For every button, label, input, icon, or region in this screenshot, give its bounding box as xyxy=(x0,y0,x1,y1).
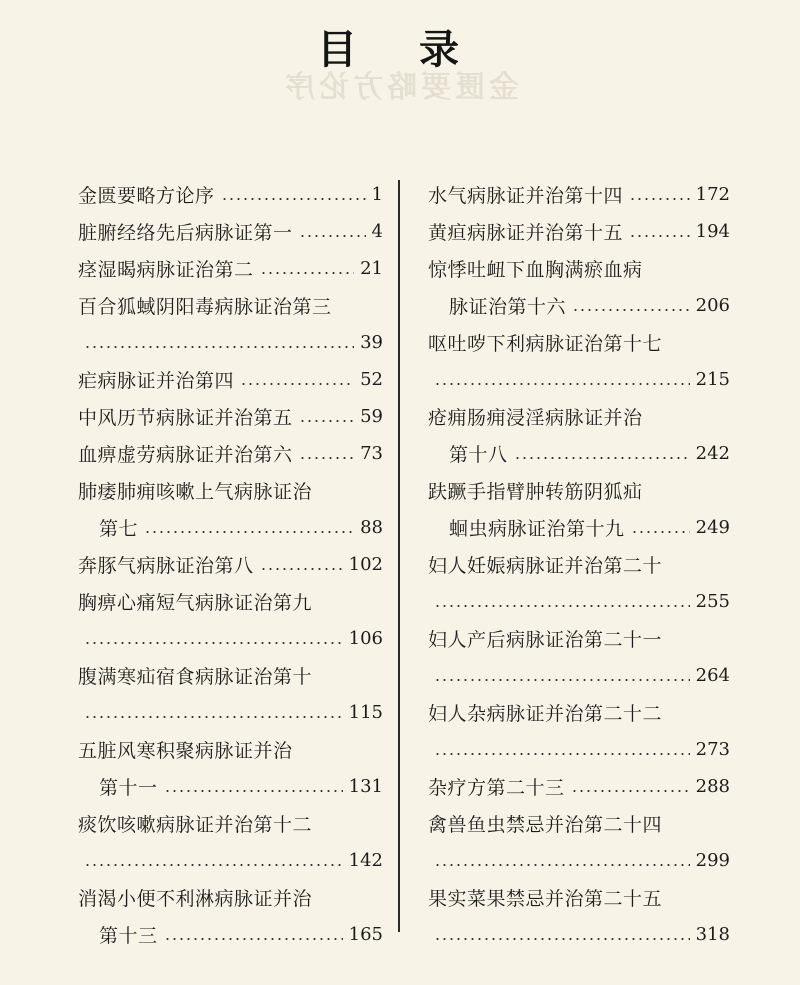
bleed-through-text: 金匮要略方论序 xyxy=(281,70,519,105)
toc-dot-leader xyxy=(571,790,690,792)
toc-page-number: 288 xyxy=(695,776,730,797)
toc-entry-title: 果实菜果禁忌并治第二十五 xyxy=(428,888,663,910)
toc-entry[interactable] xyxy=(78,768,383,805)
toc-dot-leader xyxy=(299,457,355,459)
toc-entry[interactable] xyxy=(78,250,383,287)
toc-page-number: 59 xyxy=(360,406,383,427)
toc-entry-title: 奔豚气病脉证治第八 xyxy=(78,555,254,577)
toc-dot-leader xyxy=(572,309,690,311)
toc-entry-title: 妇人妊娠病脉证并治第二十 xyxy=(428,555,663,577)
toc-right-column xyxy=(428,176,730,953)
toc-dot-leader xyxy=(84,642,343,644)
toc-entry[interactable] xyxy=(78,509,383,546)
toc-dot-leader xyxy=(84,346,354,348)
toc-entry-title: 腹满寒疝宿食病脉证治第十 xyxy=(78,666,313,688)
toc-page-number: 102 xyxy=(348,554,383,575)
toc-entry[interactable] xyxy=(428,509,730,546)
toc-entry-title: 呕吐哕下利病脉证治第十七 xyxy=(428,333,663,355)
toc-dot-leader xyxy=(434,753,690,755)
toc-entry-title: 血痹虚劳病脉证并治第六 xyxy=(78,444,293,466)
toc-page-number: 115 xyxy=(348,702,383,723)
toc-entry[interactable] xyxy=(428,287,730,324)
toc-entry-title: 痰饮咳嗽病脉证并治第十二 xyxy=(78,814,313,836)
toc-entry[interactable] xyxy=(428,176,730,213)
toc-entry-title: 第十三 xyxy=(99,925,158,947)
toc-entry[interactable] xyxy=(78,435,383,472)
toc-entry-title: 疮痈肠痈浸淫病脉证并治 xyxy=(428,407,643,429)
toc-page-number: 52 xyxy=(360,369,383,390)
toc-entry[interactable] xyxy=(428,361,730,398)
toc-entry[interactable] xyxy=(78,620,383,657)
toc-entry[interactable] xyxy=(428,583,730,620)
toc-entry-title: 脉证治第十六 xyxy=(449,296,567,318)
toc-entry[interactable] xyxy=(428,805,730,842)
toc-entry-title: 妇人杂病脉证并治第二十二 xyxy=(428,703,663,725)
toc-entry[interactable] xyxy=(428,324,730,361)
toc-page-number: 194 xyxy=(695,221,730,242)
toc-page-number: 206 xyxy=(695,295,730,316)
toc-entry[interactable] xyxy=(78,324,383,361)
toc-dot-leader xyxy=(631,531,690,533)
toc-dot-leader xyxy=(144,531,354,533)
toc-entry[interactable] xyxy=(428,398,730,435)
toc-page-number: 273 xyxy=(695,739,730,760)
toc-page-number: 165 xyxy=(348,924,383,945)
toc-dot-leader xyxy=(299,420,355,422)
toc-entry[interactable] xyxy=(78,546,383,583)
toc-entry[interactable] xyxy=(78,213,383,250)
toc-dot-leader xyxy=(221,198,366,200)
toc-entry-title: 第十八 xyxy=(449,444,508,466)
column-divider xyxy=(398,180,400,932)
toc-entry[interactable] xyxy=(78,287,383,324)
toc-dot-leader xyxy=(164,790,343,792)
toc-entry-title: 黄疸病脉证并治第十五 xyxy=(428,222,624,244)
toc-entry-title: 杂疗方第二十三 xyxy=(428,777,565,799)
toc-entry[interactable] xyxy=(78,583,383,620)
toc-entry-title: 胸痹心痛短气病脉证治第九 xyxy=(78,592,313,614)
page-title: 目 录 xyxy=(317,27,483,73)
toc-page-number: 215 xyxy=(695,369,730,390)
toc-page-number: 21 xyxy=(360,258,383,279)
toc-entry[interactable] xyxy=(78,805,383,842)
toc-page-number: 172 xyxy=(695,184,730,205)
toc-entry-title: 痉湿暍病脉证治第二 xyxy=(78,259,254,281)
toc-entry[interactable] xyxy=(78,398,383,435)
toc-entry-title: 第十一 xyxy=(99,777,158,799)
toc-dot-leader xyxy=(299,235,366,237)
toc-dot-leader xyxy=(84,864,343,866)
toc-entry[interactable] xyxy=(78,472,383,509)
toc-entry[interactable] xyxy=(428,435,730,472)
toc-entry[interactable] xyxy=(78,657,383,694)
toc-page-number: 299 xyxy=(695,850,730,871)
toc-entry[interactable] xyxy=(78,916,383,953)
toc-dot-leader xyxy=(629,198,690,200)
toc-entry[interactable] xyxy=(78,176,383,213)
toc-entry[interactable] xyxy=(428,879,730,916)
toc-dot-leader xyxy=(260,272,355,274)
toc-entry-title: 趺蹶手指臂肿转筋阴狐疝 xyxy=(428,481,643,503)
toc-page-number: 318 xyxy=(695,924,730,945)
toc-entry[interactable] xyxy=(428,657,730,694)
toc-entry[interactable] xyxy=(428,620,730,657)
toc-entry-title: 惊悸吐衄下血胸满瘀血病 xyxy=(428,259,643,281)
toc-entry-title: 第七 xyxy=(99,518,139,540)
toc-page-number: 39 xyxy=(360,332,383,353)
toc-dot-leader xyxy=(434,938,690,940)
toc-entry[interactable] xyxy=(428,768,730,805)
toc-entry-title: 百合狐蜮阴阳毒病脉证治第三 xyxy=(78,296,332,318)
toc-page-number: 4 xyxy=(371,221,383,242)
toc-entry[interactable] xyxy=(428,916,730,953)
toc-entry[interactable] xyxy=(428,546,730,583)
toc-entry-title: 消渴小便不利淋病脉证并治 xyxy=(78,888,313,910)
toc-entry-title: 禽兽鱼虫禁忌并治第二十四 xyxy=(428,814,663,836)
toc-entry[interactable] xyxy=(428,250,730,287)
toc-page-number: 106 xyxy=(348,628,383,649)
toc-entry[interactable] xyxy=(428,694,730,731)
toc-entry[interactable] xyxy=(78,879,383,916)
toc-entry-title: 水气病脉证并治第十四 xyxy=(428,185,624,207)
toc-dot-leader xyxy=(434,864,690,866)
toc-page-number: 131 xyxy=(348,776,383,797)
toc-dot-leader xyxy=(629,235,690,237)
toc-entry[interactable] xyxy=(428,842,730,879)
toc-dot-leader xyxy=(164,938,343,940)
toc-entry[interactable] xyxy=(428,731,730,768)
toc-entry-title: 疟病脉证并治第四 xyxy=(78,370,235,392)
toc-dot-leader xyxy=(434,605,690,607)
toc-entry-title: 中风历节病脉证并治第五 xyxy=(78,407,293,429)
toc-entry-title: 妇人产后病脉证治第二十一 xyxy=(428,629,663,651)
toc-page-number: 142 xyxy=(348,850,383,871)
toc-entry[interactable] xyxy=(428,472,730,509)
toc-page-number: 1 xyxy=(371,184,383,205)
toc-entry[interactable] xyxy=(78,361,383,398)
toc-entry[interactable] xyxy=(78,842,383,879)
toc-dot-leader xyxy=(260,568,343,570)
toc-dot-leader xyxy=(434,679,690,681)
toc-entry-title: 五脏风寒积聚病脉证并治 xyxy=(78,740,293,762)
toc-page-number: 264 xyxy=(695,665,730,686)
toc-dot-leader xyxy=(84,716,343,718)
toc-page-number: 73 xyxy=(360,443,383,464)
toc-entry[interactable] xyxy=(428,213,730,250)
toc-page-number: 88 xyxy=(360,517,383,538)
toc-left-column xyxy=(78,176,383,953)
toc-dot-leader xyxy=(514,457,690,459)
toc-dot-leader xyxy=(240,383,354,385)
toc-entry-title: 蛔虫病脉证治第十九 xyxy=(449,518,625,540)
toc-entry-title: 金匮要略方论序 xyxy=(78,185,215,207)
toc-page-number: 242 xyxy=(695,443,730,464)
toc-entry[interactable] xyxy=(78,694,383,731)
toc-page-number: 255 xyxy=(695,591,730,612)
toc-page-number: 249 xyxy=(695,517,730,538)
toc-entry[interactable] xyxy=(78,731,383,768)
toc-dot-leader xyxy=(434,383,690,385)
toc-entry-title: 肺痿肺痈咳嗽上气病脉证治 xyxy=(78,481,313,503)
toc-entry-title: 脏腑经络先后病脉证第一 xyxy=(78,222,293,244)
